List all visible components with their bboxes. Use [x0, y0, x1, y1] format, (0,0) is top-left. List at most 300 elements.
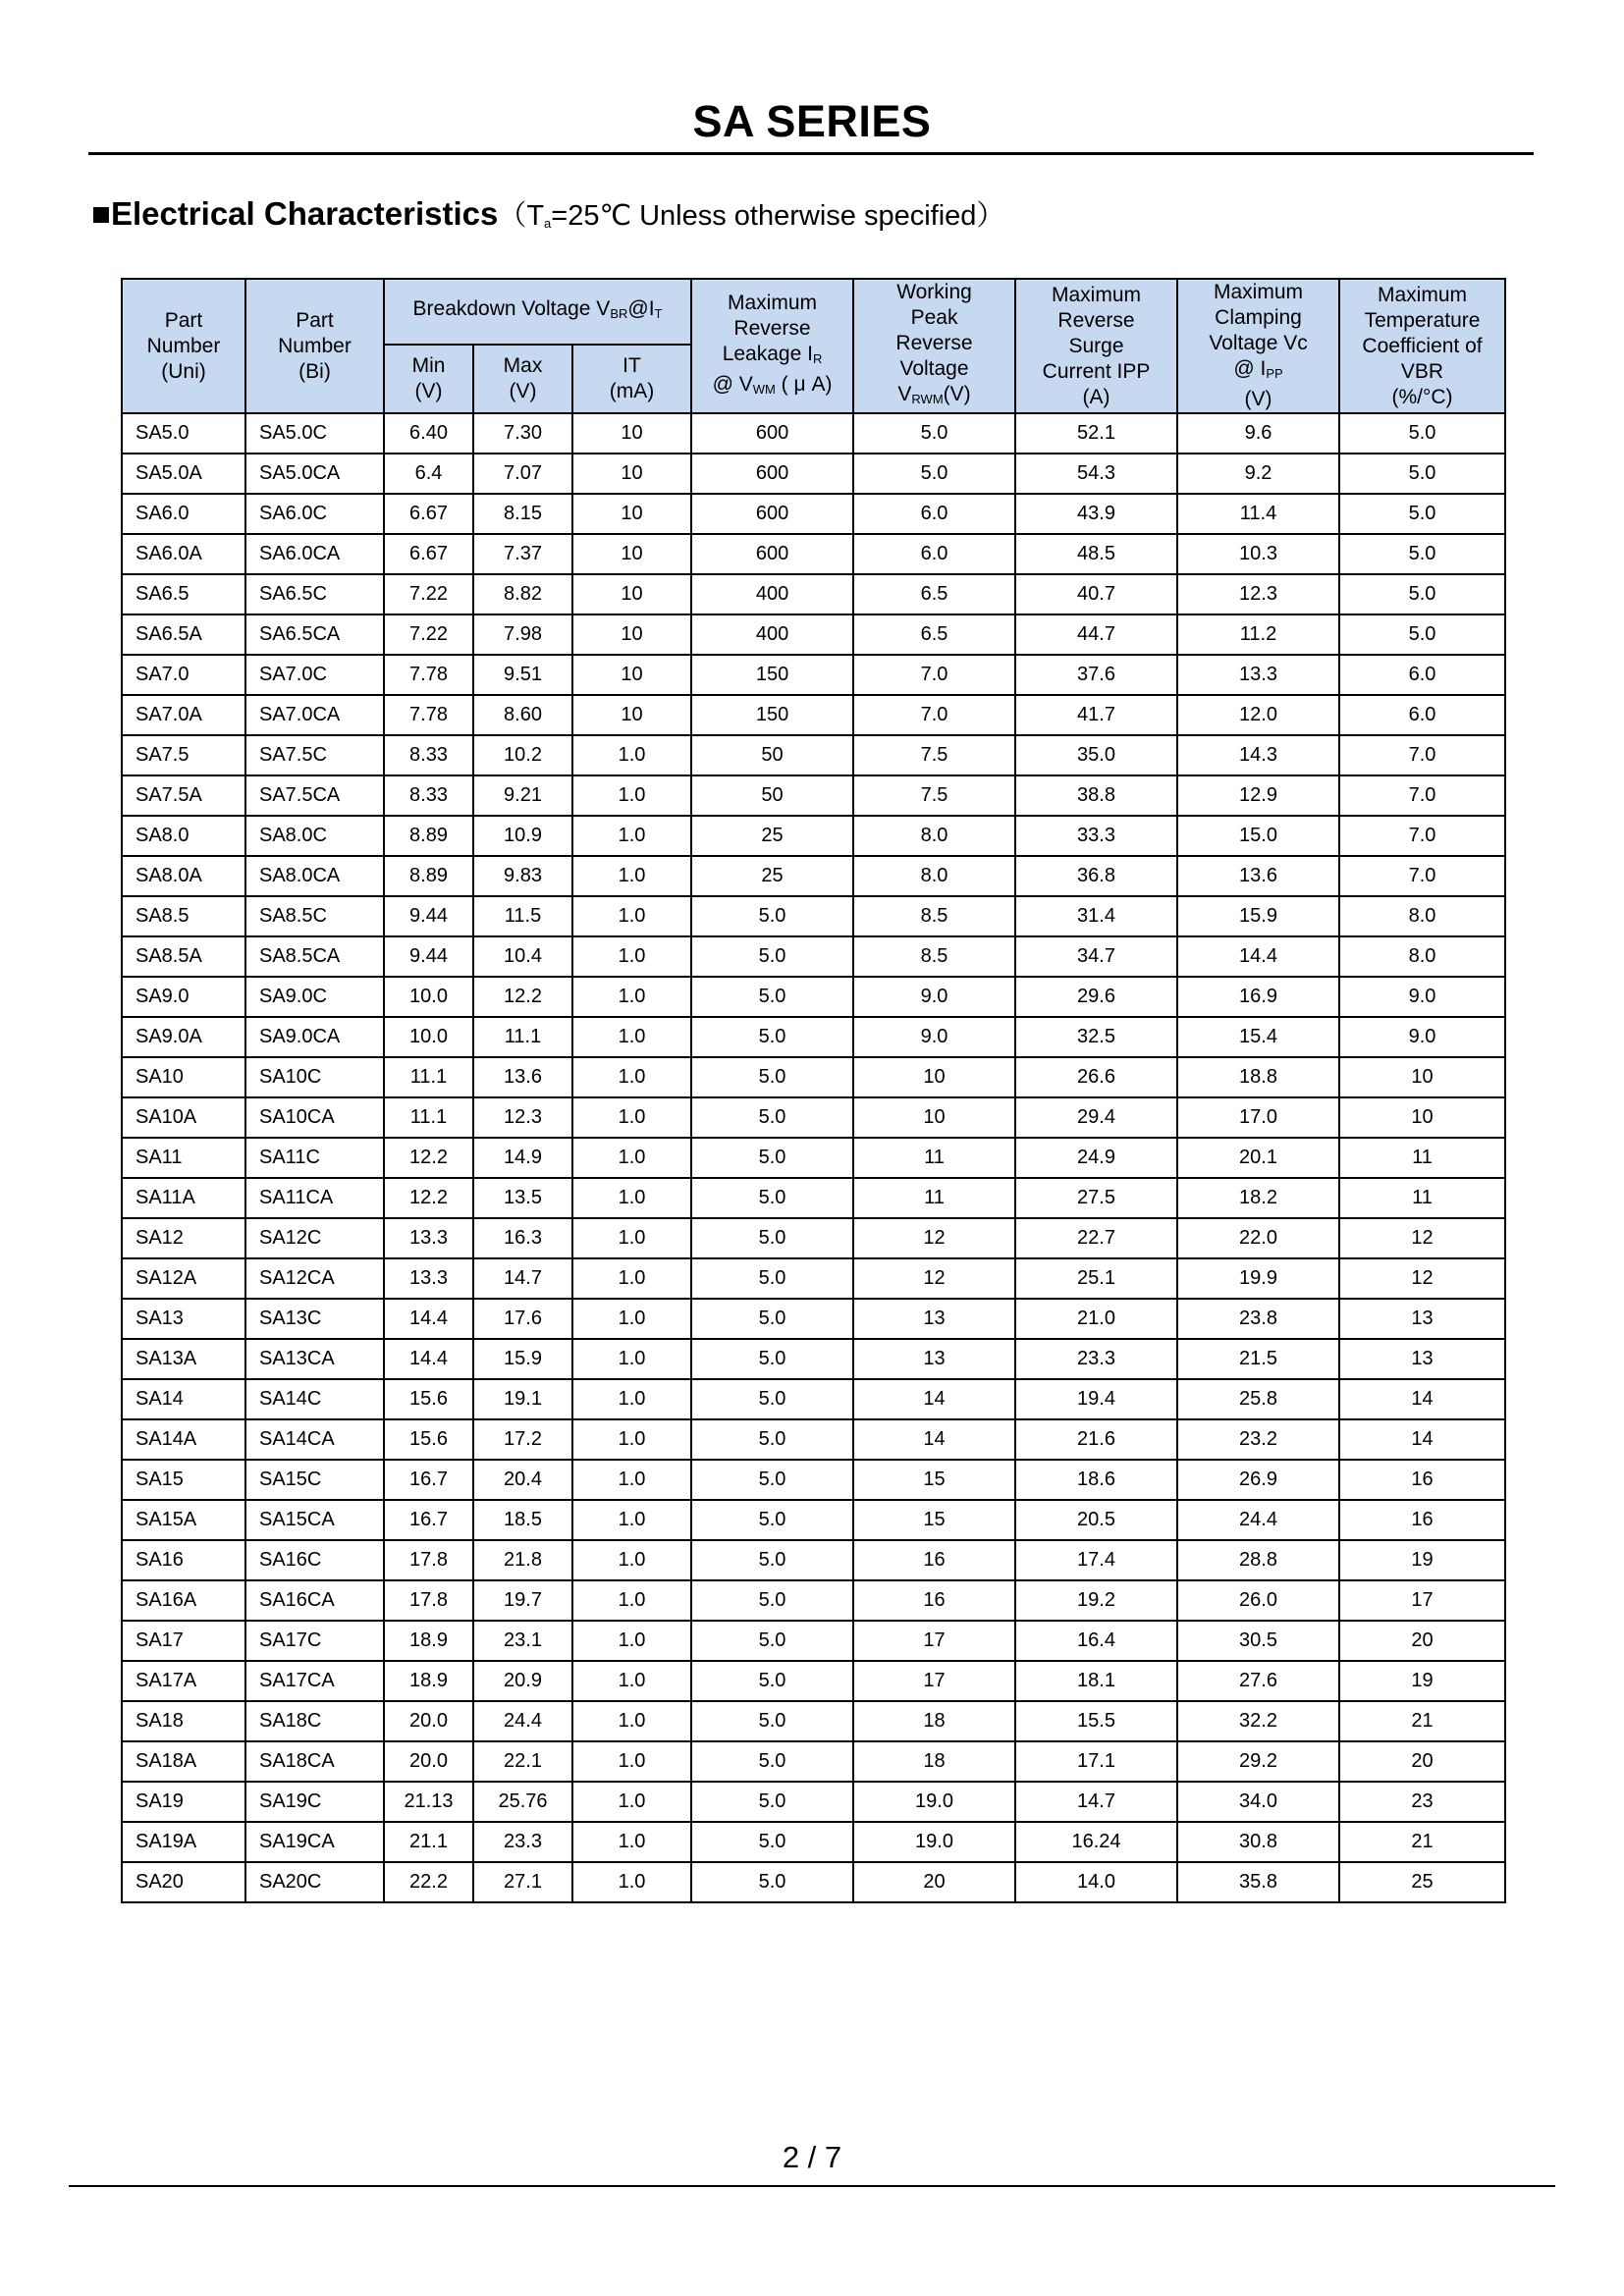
table-body	[122, 413, 1505, 1902]
cell-part-uni: SA13A	[122, 1339, 245, 1379]
cell-leakage: 5.0	[691, 1258, 853, 1299]
cell-temp-coef: 14	[1339, 1379, 1505, 1419]
cell-leakage: 5.0	[691, 1540, 853, 1580]
cell-part-bi: SA9.0C	[245, 977, 384, 1017]
cell-vbr-min: 21.13	[384, 1782, 473, 1822]
cell-vrwm: 6.0	[853, 534, 1015, 574]
table-row	[122, 1419, 1505, 1460]
cell-part-uni: SA7.0A	[122, 695, 245, 735]
cell-vbr-max: 9.21	[473, 775, 572, 816]
cell-part-bi: SA18C	[245, 1701, 384, 1741]
cell-temp-coef: 17	[1339, 1580, 1505, 1621]
table-row	[122, 1258, 1505, 1299]
cell-vrwm: 14	[853, 1379, 1015, 1419]
cell-ipp: 37.6	[1015, 655, 1177, 695]
cell-vbr-min: 20.0	[384, 1741, 473, 1782]
cell-part-bi: SA11C	[245, 1138, 384, 1178]
cell-leakage: 5.0	[691, 1419, 853, 1460]
cell-part-uni: SA5.0	[122, 413, 245, 454]
table-row	[122, 775, 1505, 816]
cell-part-bi: SA12CA	[245, 1258, 384, 1299]
table-row	[122, 1460, 1505, 1500]
cell-leakage: 5.0	[691, 896, 853, 936]
cell-vbr-min: 6.4	[384, 454, 473, 494]
header-breakdown-voltage: Breakdown Voltage $V_{BR}@I_T$	[384, 279, 691, 345]
cell-vc: 20.1	[1177, 1138, 1339, 1178]
cell-vrwm: 18	[853, 1741, 1015, 1782]
cell-vc: 35.8	[1177, 1862, 1339, 1902]
cell-vbr-max: 16.3	[473, 1218, 572, 1258]
cell-it: 1.0	[572, 856, 691, 896]
cell-vbr-min: 16.7	[384, 1460, 473, 1500]
cell-vrwm: 17	[853, 1621, 1015, 1661]
cell-temp-coef: 7.0	[1339, 856, 1505, 896]
cell-vrwm: 6.0	[853, 494, 1015, 534]
table-row	[122, 574, 1505, 614]
cell-ipp: 36.8	[1015, 856, 1177, 896]
cell-part-bi: SA16CA	[245, 1580, 384, 1621]
cell-ipp: 24.9	[1015, 1138, 1177, 1178]
table-header-row	[122, 279, 1505, 345]
cell-vc: 23.8	[1177, 1299, 1339, 1339]
cell-leakage: 5.0	[691, 1661, 853, 1701]
cell-it: 1.0	[572, 1500, 691, 1540]
cell-vbr-min: 9.44	[384, 896, 473, 936]
cell-vbr-min: 13.3	[384, 1218, 473, 1258]
cell-it: 1.0	[572, 1460, 691, 1500]
table-row	[122, 1621, 1505, 1661]
cell-vrwm: 10	[853, 1057, 1015, 1097]
cell-part-bi: SA13C	[245, 1299, 384, 1339]
table-row	[122, 534, 1505, 574]
cell-vrwm: 7.5	[853, 775, 1015, 816]
cell-it: 1.0	[572, 1339, 691, 1379]
cell-part-bi: SA19CA	[245, 1822, 384, 1862]
cell-vbr-min: 6.40	[384, 413, 473, 454]
cell-vbr-max: 10.2	[473, 735, 572, 775]
cell-temp-coef: 9.0	[1339, 977, 1505, 1017]
cell-temp-coef: 13	[1339, 1299, 1505, 1339]
cell-temp-coef: 6.0	[1339, 695, 1505, 735]
cell-vbr-max: 20.9	[473, 1661, 572, 1701]
cell-it: 1.0	[572, 1258, 691, 1299]
cell-vrwm: 6.5	[853, 614, 1015, 655]
cell-part-bi: SA7.5C	[245, 735, 384, 775]
cell-vc: 16.9	[1177, 977, 1339, 1017]
cell-it: 10	[572, 494, 691, 534]
cell-vc: 11.4	[1177, 494, 1339, 534]
cell-it: 1.0	[572, 1057, 691, 1097]
cell-it: 1.0	[572, 1299, 691, 1339]
cell-ipp: 34.7	[1015, 936, 1177, 977]
cell-vbr-max: 9.83	[473, 856, 572, 896]
cell-leakage: 5.0	[691, 1138, 853, 1178]
cell-vc: 30.5	[1177, 1621, 1339, 1661]
cell-part-uni: SA14A	[122, 1419, 245, 1460]
cell-ipp: 22.7	[1015, 1218, 1177, 1258]
cell-part-uni: SA5.0A	[122, 454, 245, 494]
electrical-characteristics-table	[121, 278, 1506, 1903]
page-number: 2 / 7	[782, 2140, 842, 2174]
cell-ipp: 44.7	[1015, 614, 1177, 655]
section-heading	[91, 193, 1004, 234]
table-row	[122, 614, 1505, 655]
cell-vc: 13.6	[1177, 856, 1339, 896]
cell-vbr-min: 7.22	[384, 574, 473, 614]
cell-vc: 9.6	[1177, 413, 1339, 454]
cell-vc: 21.5	[1177, 1339, 1339, 1379]
cell-part-uni: SA14	[122, 1379, 245, 1419]
header-clamping-voltage: Maximum Clamping Voltage Vc @ $I_{PP}$ (V)	[1177, 279, 1339, 413]
cell-temp-coef: 14	[1339, 1419, 1505, 1460]
cell-vc: 17.0	[1177, 1097, 1339, 1138]
cell-part-bi: SA6.0C	[245, 494, 384, 534]
cell-it: 10	[572, 574, 691, 614]
table-row	[122, 977, 1505, 1017]
cell-it: 1.0	[572, 1741, 691, 1782]
cell-vrwm: 7.0	[853, 695, 1015, 735]
table-row	[122, 454, 1505, 494]
cell-part-uni: SA6.0A	[122, 534, 245, 574]
cell-vbr-min: 17.8	[384, 1540, 473, 1580]
cell-part-bi: SA20C	[245, 1862, 384, 1902]
cell-vrwm: 11	[853, 1138, 1015, 1178]
cell-vbr-min: 9.44	[384, 936, 473, 977]
cell-vbr-min: 10.0	[384, 1017, 473, 1057]
cell-part-bi: SA17CA	[245, 1661, 384, 1701]
table-row	[122, 1741, 1505, 1782]
cell-vbr-max: 21.8	[473, 1540, 572, 1580]
cell-temp-coef: 19	[1339, 1661, 1505, 1701]
cell-ipp: 31.4	[1015, 896, 1177, 936]
table-row	[122, 695, 1505, 735]
cell-vbr-max: 18.5	[473, 1500, 572, 1540]
cell-vrwm: 6.5	[853, 574, 1015, 614]
cell-vbr-max: 15.9	[473, 1339, 572, 1379]
cell-vbr-max: 25.76	[473, 1782, 572, 1822]
cell-vbr-min: 21.1	[384, 1822, 473, 1862]
cell-part-bi: SA9.0CA	[245, 1017, 384, 1057]
cell-ipp: 48.5	[1015, 534, 1177, 574]
header-part-bi: Part Number (Bi)	[245, 279, 384, 413]
cell-vbr-min: 7.78	[384, 655, 473, 695]
cell-it: 1.0	[572, 1822, 691, 1862]
cell-part-uni: SA15A	[122, 1500, 245, 1540]
header-leakage: Maximum Reverse Leakage $I_R$ @ $V_{WM}$ ( μ A)	[691, 279, 853, 413]
table-row	[122, 1057, 1505, 1097]
cell-it: 1.0	[572, 1621, 691, 1661]
cell-temp-coef: 12	[1339, 1218, 1505, 1258]
cell-vbr-min: 8.89	[384, 816, 473, 856]
cell-vrwm: 8.5	[853, 896, 1015, 936]
cell-temp-coef: 12	[1339, 1258, 1505, 1299]
table-row	[122, 1862, 1505, 1902]
header-min: Min (V)	[384, 345, 473, 413]
section-title: Electrical Characteristics	[110, 195, 499, 232]
cell-ipp: 14.0	[1015, 1862, 1177, 1902]
cell-part-bi: SA12C	[245, 1218, 384, 1258]
cell-vrwm: 8.0	[853, 856, 1015, 896]
cell-ipp: 26.6	[1015, 1057, 1177, 1097]
table-row	[122, 1218, 1505, 1258]
cell-it: 10	[572, 655, 691, 695]
cell-temp-coef: 21	[1339, 1701, 1505, 1741]
cell-vbr-min: 12.2	[384, 1178, 473, 1218]
cell-part-uni: SA20	[122, 1862, 245, 1902]
cell-vc: 14.3	[1177, 735, 1339, 775]
cell-temp-coef: 11	[1339, 1138, 1505, 1178]
cell-ipp: 15.5	[1015, 1701, 1177, 1741]
cell-part-uni: SA6.0	[122, 494, 245, 534]
cell-vc: 13.3	[1177, 655, 1339, 695]
cell-it: 1.0	[572, 1580, 691, 1621]
cell-ipp: 17.1	[1015, 1741, 1177, 1782]
table-row	[122, 1178, 1505, 1218]
cell-it: 1.0	[572, 977, 691, 1017]
cell-vc: 10.3	[1177, 534, 1339, 574]
cell-temp-coef: 5.0	[1339, 574, 1505, 614]
cell-vrwm: 10	[853, 1097, 1015, 1138]
cell-ipp: 21.6	[1015, 1419, 1177, 1460]
cell-leakage: 5.0	[691, 1460, 853, 1500]
cell-temp-coef: 21	[1339, 1822, 1505, 1862]
cell-part-uni: SA18	[122, 1701, 245, 1741]
cell-vbr-min: 17.8	[384, 1580, 473, 1621]
cell-vc: 23.2	[1177, 1419, 1339, 1460]
cell-vbr-max: 7.98	[473, 614, 572, 655]
cell-vrwm: 12	[853, 1258, 1015, 1299]
cell-part-bi: SA15C	[245, 1460, 384, 1500]
cell-ipp: 33.3	[1015, 816, 1177, 856]
cell-vbr-min: 18.9	[384, 1621, 473, 1661]
cell-vbr-max: 17.6	[473, 1299, 572, 1339]
cell-vrwm: 12	[853, 1218, 1015, 1258]
cell-part-uni: SA10	[122, 1057, 245, 1097]
cell-part-uni: SA16	[122, 1540, 245, 1580]
cell-part-uni: SA6.5	[122, 574, 245, 614]
table-row	[122, 896, 1505, 936]
table-row	[122, 1822, 1505, 1862]
cell-part-bi: SA18CA	[245, 1741, 384, 1782]
cell-leakage: 5.0	[691, 1299, 853, 1339]
cell-leakage: 5.0	[691, 977, 853, 1017]
cell-ipp: 35.0	[1015, 735, 1177, 775]
cell-it: 1.0	[572, 1782, 691, 1822]
cell-temp-coef: 8.0	[1339, 936, 1505, 977]
cell-vbr-min: 8.33	[384, 735, 473, 775]
cell-it: 10	[572, 413, 691, 454]
cell-it: 1.0	[572, 775, 691, 816]
cell-leakage: 50	[691, 775, 853, 816]
table-row	[122, 1138, 1505, 1178]
cell-vc: 12.3	[1177, 574, 1339, 614]
cell-temp-coef: 23	[1339, 1782, 1505, 1822]
cell-part-uni: SA9.0	[122, 977, 245, 1017]
cell-leakage: 5.0	[691, 936, 853, 977]
cell-vbr-max: 9.51	[473, 655, 572, 695]
cell-vrwm: 8.5	[853, 936, 1015, 977]
table-row	[122, 1379, 1505, 1419]
cell-part-bi: SA11CA	[245, 1178, 384, 1218]
cell-vrwm: 14	[853, 1419, 1015, 1460]
cell-vbr-max: 23.3	[473, 1822, 572, 1862]
cell-part-bi: SA8.5C	[245, 896, 384, 936]
cell-ipp: 19.2	[1015, 1580, 1177, 1621]
cell-ipp: 29.4	[1015, 1097, 1177, 1138]
table-row	[122, 1339, 1505, 1379]
cell-vrwm: 7.5	[853, 735, 1015, 775]
table-row	[122, 816, 1505, 856]
cell-vrwm: 20	[853, 1862, 1015, 1902]
cell-ipp: 18.1	[1015, 1661, 1177, 1701]
cell-vbr-max: 11.1	[473, 1017, 572, 1057]
cell-vc: 15.4	[1177, 1017, 1339, 1057]
cell-vbr-max: 22.1	[473, 1741, 572, 1782]
cell-leakage: 5.0	[691, 1580, 853, 1621]
cell-it: 1.0	[572, 1218, 691, 1258]
cell-leakage: 5.0	[691, 1782, 853, 1822]
cell-vbr-max: 17.2	[473, 1419, 572, 1460]
cell-vbr-min: 6.67	[384, 494, 473, 534]
cell-vbr-max: 19.7	[473, 1580, 572, 1621]
cell-part-uni: SA8.5A	[122, 936, 245, 977]
cell-ipp: 41.7	[1015, 695, 1177, 735]
footer-divider	[69, 2185, 1555, 2187]
header-working-peak: Working Peak Reverse Voltage $V_{RWM}(V)$	[853, 279, 1015, 413]
cell-vrwm: 18	[853, 1701, 1015, 1741]
cell-vrwm: 13	[853, 1339, 1015, 1379]
header-surge-current: Maximum Reverse Surge Current IPP (A)	[1015, 279, 1177, 413]
cell-leakage: 5.0	[691, 1621, 853, 1661]
cell-ipp: 54.3	[1015, 454, 1177, 494]
page-title: SA SERIES	[692, 96, 932, 146]
table-row	[122, 936, 1505, 977]
cell-vc: 28.8	[1177, 1540, 1339, 1580]
cell-leakage: 5.0	[691, 1862, 853, 1902]
cell-part-bi: SA5.0C	[245, 413, 384, 454]
cell-part-uni: SA15	[122, 1460, 245, 1500]
cell-vrwm: 16	[853, 1540, 1015, 1580]
cell-vrwm: 19.0	[853, 1782, 1015, 1822]
cell-vbr-max: 19.1	[473, 1379, 572, 1419]
cell-vbr-min: 7.22	[384, 614, 473, 655]
cell-part-bi: SA10C	[245, 1057, 384, 1097]
cell-part-uni: SA11A	[122, 1178, 245, 1218]
cell-vbr-max: 14.7	[473, 1258, 572, 1299]
cell-vc: 26.9	[1177, 1460, 1339, 1500]
cell-leakage: 5.0	[691, 1741, 853, 1782]
cell-it: 10	[572, 614, 691, 655]
cell-vbr-max: 7.30	[473, 413, 572, 454]
header-max: Max (V)	[473, 345, 572, 413]
cell-leakage: 50	[691, 735, 853, 775]
cell-vbr-min: 22.2	[384, 1862, 473, 1902]
cell-vrwm: 5.0	[853, 454, 1015, 494]
cell-vbr-min: 20.0	[384, 1701, 473, 1741]
cell-temp-coef: 7.0	[1339, 735, 1505, 775]
cell-vbr-max: 10.9	[473, 816, 572, 856]
cell-temp-coef: 9.0	[1339, 1017, 1505, 1057]
cell-ipp: 14.7	[1015, 1782, 1177, 1822]
cell-temp-coef: 20	[1339, 1741, 1505, 1782]
table-row	[122, 413, 1505, 454]
cell-temp-coef: 7.0	[1339, 775, 1505, 816]
cell-part-bi: SA6.5C	[245, 574, 384, 614]
cell-ipp: 40.7	[1015, 574, 1177, 614]
cell-vbr-max: 14.9	[473, 1138, 572, 1178]
cell-part-uni: SA7.5	[122, 735, 245, 775]
cell-it: 10	[572, 695, 691, 735]
cell-leakage: 5.0	[691, 1057, 853, 1097]
cell-leakage: 400	[691, 614, 853, 655]
cell-it: 1.0	[572, 1017, 691, 1057]
cell-vbr-max: 7.07	[473, 454, 572, 494]
cell-vrwm: 9.0	[853, 977, 1015, 1017]
cell-it: 1.0	[572, 1862, 691, 1902]
cell-vc: 9.2	[1177, 454, 1339, 494]
cell-vc: 12.9	[1177, 775, 1339, 816]
cell-vbr-min: 11.1	[384, 1057, 473, 1097]
cell-vbr-max: 10.4	[473, 936, 572, 977]
cell-leakage: 25	[691, 856, 853, 896]
table-row	[122, 655, 1505, 695]
cell-ipp: 20.5	[1015, 1500, 1177, 1540]
cell-vrwm: 17	[853, 1661, 1015, 1701]
cell-leakage: 5.0	[691, 1218, 853, 1258]
cell-part-bi: SA13CA	[245, 1339, 384, 1379]
cell-part-uni: SA12	[122, 1218, 245, 1258]
cell-vrwm: 11	[853, 1178, 1015, 1218]
cell-vbr-max: 20.4	[473, 1460, 572, 1500]
square-bullet-icon: ■	[91, 195, 111, 232]
cell-vc: 34.0	[1177, 1782, 1339, 1822]
cell-vc: 19.9	[1177, 1258, 1339, 1299]
cell-vbr-max: 8.60	[473, 695, 572, 735]
cell-ipp: 19.4	[1015, 1379, 1177, 1419]
cell-vrwm: 15	[853, 1460, 1015, 1500]
cell-part-bi: SA5.0CA	[245, 454, 384, 494]
cell-temp-coef: 6.0	[1339, 655, 1505, 695]
cell-it: 1.0	[572, 816, 691, 856]
cell-vc: 29.2	[1177, 1741, 1339, 1782]
cell-it: 1.0	[572, 1701, 691, 1741]
cell-leakage: 5.0	[691, 1017, 853, 1057]
cell-part-uni: SA17A	[122, 1661, 245, 1701]
cell-temp-coef: 20	[1339, 1621, 1505, 1661]
cell-ipp: 43.9	[1015, 494, 1177, 534]
cell-temp-coef: 5.0	[1339, 534, 1505, 574]
cell-ipp: 16.4	[1015, 1621, 1177, 1661]
cell-vbr-max: 13.6	[473, 1057, 572, 1097]
cell-vc: 11.2	[1177, 614, 1339, 655]
cell-temp-coef: 19	[1339, 1540, 1505, 1580]
cell-vrwm: 9.0	[853, 1017, 1015, 1057]
cell-it: 1.0	[572, 1661, 691, 1701]
cell-vc: 22.0	[1177, 1218, 1339, 1258]
cell-vc: 15.9	[1177, 896, 1339, 936]
cell-temp-coef: 10	[1339, 1057, 1505, 1097]
cell-it: 10	[572, 454, 691, 494]
cell-part-uni: SA19A	[122, 1822, 245, 1862]
cell-part-bi: SA19C	[245, 1782, 384, 1822]
cell-temp-coef: 10	[1339, 1097, 1505, 1138]
cell-it: 1.0	[572, 1379, 691, 1419]
cell-part-uni: SA7.5A	[122, 775, 245, 816]
cell-vbr-min: 15.6	[384, 1379, 473, 1419]
cell-vc: 14.4	[1177, 936, 1339, 977]
cell-part-uni: SA10A	[122, 1097, 245, 1138]
cell-vbr-min: 18.9	[384, 1661, 473, 1701]
